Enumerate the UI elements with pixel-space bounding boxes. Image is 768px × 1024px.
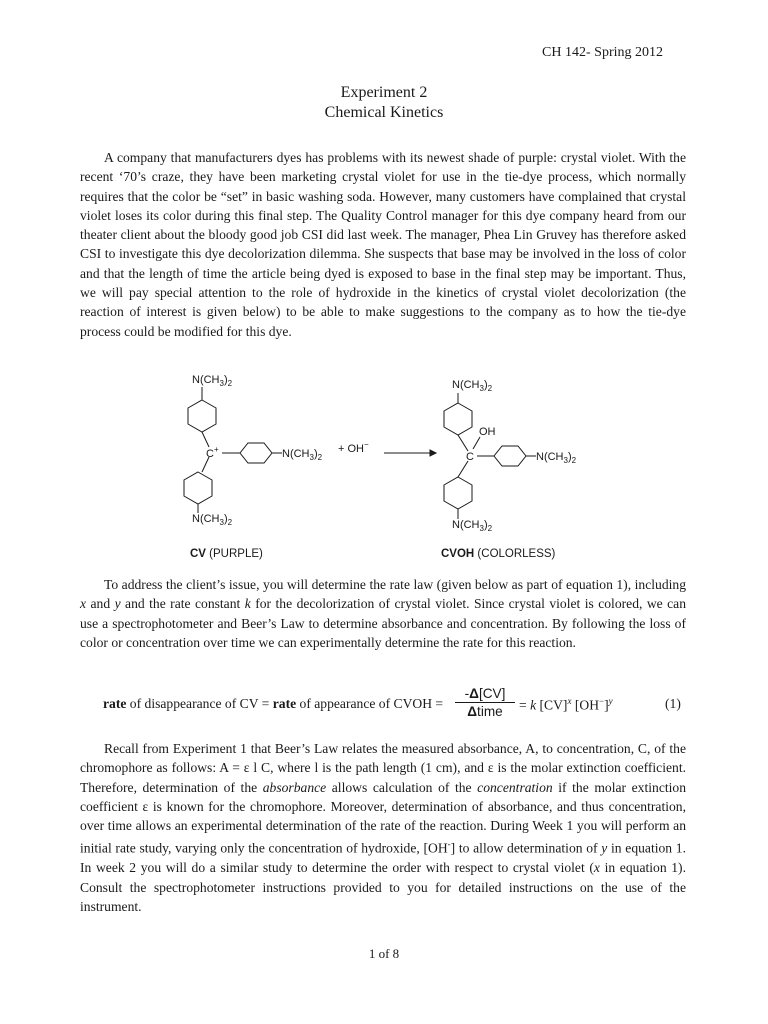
cv-right-amine: $N(CH_3)_2$ <box>282 448 323 462</box>
experiment-subtitle: Chemical Kinetics <box>324 104 444 121</box>
beers-law-paragraph: Recall from Experiment 1 that Beer’s Law relates the measured absorbance, A, to concentration, C, of the chromophore as follows: A = ε l C, where l is the path length (1 cm), and ε is the molar extinction coefficient. Therefore, determination of the absorbance allows calculation of the concentration if the molar extinction coefficient ε is known for the chromophore. Moreover, determination of absorbance, and thus concentration, over time allows an experimental determination of the rate of the reaction. During Week 1 you will perform an initial rate study, varying only the concentration of hydroxide, [OH-] to allow determination of y in equation 1. In week 2 you will do a similar study to determine the order with respect to crystal violet (x in equation 1). Consult the spectrophotometer instructions provided to you for detailed instructions on the use of the instrument. <box>80 741 687 914</box>
course-header: CH 142- Spring 2012 <box>542 45 663 60</box>
cv-right-ring <box>240 443 272 463</box>
cv-central-carbon: C+ <box>206 445 219 460</box>
hydroxide-reactant: + OH− <box>338 440 369 455</box>
cvoh-right-ring <box>494 446 526 466</box>
rate-law-paragraph: To address the client’s issue, you will determine the rate law (given below as part of equation 1), including x and y and the rate constant k for the decolorization of crystal violet. Since crystal violet is colored, we can use a spectrophotometer and Beer’s Law to determine absorbance and concentration. By following the loss of color or concentration over time we can experimentally determine the rate for this reaction. <box>80 577 686 650</box>
cvoh-bottom-ring <box>444 477 472 509</box>
cv-caption: CV (PURPLE) <box>190 548 263 560</box>
page-number: 1 of 8 <box>368 946 400 961</box>
equation-number: (1) <box>665 696 681 711</box>
experiment-title: Experiment 2 <box>340 84 428 101</box>
intro-text: A company that manufacturers dyes has problems with its newest shade of purple: crystal violet. With the recent ‘70’s craze, they have been marketing crystal violet for use in the tie-dye process, which normally requires that the color be “set” in basic washing soda. However, many customers have complained that crystal violet loses its color during this final step. The Quality Control manager for this dye company heard from our theater client about the bloody good job CSI did last week. The manager, Phea Lin Gruvey has therefore asked CSI to investigate this dye decolorization dilemma. She suspects that base may be involved in the loss of color and that the length of time the article being dyed is exposed to base in the final step may be important. Thus, we will pay special attention to the role of hydroxide in the kinetics of crystal violet decolorization (the reaction of interest is given below) to be able to make suggestions to the company as to how the tie-dye process could be modified for this dye. <box>80 150 686 339</box>
cvoh-top-ring <box>444 403 472 435</box>
cvoh-right-amine: $N(CH_3)_2$ <box>536 451 577 465</box>
equation-rhs: = k [CV]$^x$ $[OH^-]^y$ <box>519 696 613 713</box>
cvoh-hydroxyl: OH <box>479 426 496 438</box>
equation-fraction: -Δ[CV] Δtime <box>455 686 515 719</box>
intro-paragraph <box>80 148 686 341</box>
reaction-scheme <box>140 365 620 565</box>
cvoh-caption: CVOH (COLORLESS) <box>441 548 556 560</box>
cv-top-ring <box>188 400 216 432</box>
cvoh-top-amine: $N(CH_3)_2$ <box>452 379 493 393</box>
equation-lhs: rate of disappearance of CV = rate of appearance of CVOH = <box>103 696 444 711</box>
cv-bottom-ring <box>184 472 212 504</box>
cv-top-amine: $N(CH_3)_2$ <box>192 374 233 388</box>
cvoh-central-carbon: C <box>466 451 474 463</box>
cvoh-bottom-amine: $N(CH_3)_2$ <box>452 519 493 533</box>
cv-bottom-amine: $N(CH_3)_2$ <box>192 513 233 527</box>
rate-equation <box>103 686 693 726</box>
